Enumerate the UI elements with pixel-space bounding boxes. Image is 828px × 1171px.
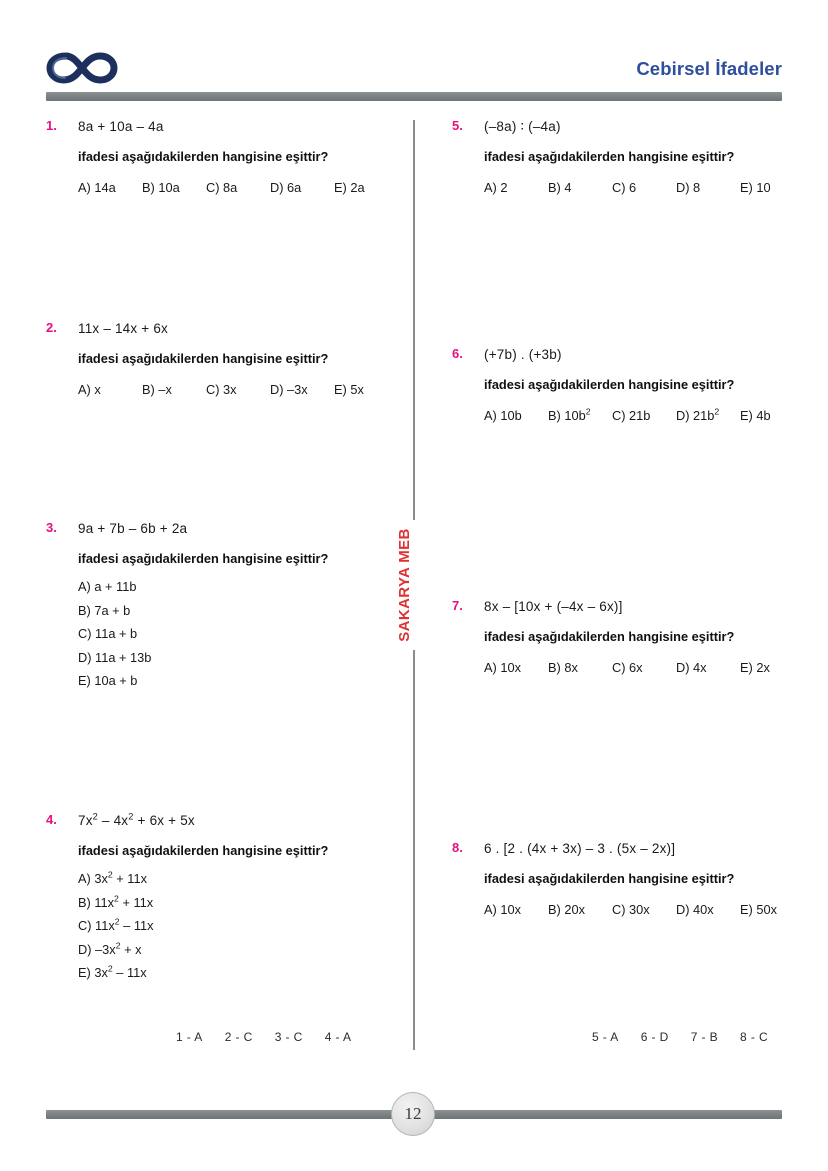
question-number: 4. xyxy=(46,812,57,827)
answer-option[interactable]: D) –3x xyxy=(270,382,308,397)
question-block xyxy=(46,520,396,693)
sakarya-meb-watermark: SAKARYA MEB xyxy=(392,520,418,650)
answer-option[interactable]: E) 4b xyxy=(740,408,771,423)
answer-option[interactable]: C) 6 xyxy=(612,180,637,195)
answer-option[interactable]: B) 4 xyxy=(548,180,572,195)
answer-option[interactable]: B) 7a + b xyxy=(78,602,131,618)
question-block xyxy=(46,812,396,985)
question-expression: (–8a) ∶ (–4a) xyxy=(484,119,561,134)
question-number: 7. xyxy=(452,598,463,613)
answer-option[interactable]: C) $11x^2 - 11x$ xyxy=(78,916,154,933)
answer-option[interactable]: E) $3x^2 - 11x$ xyxy=(78,963,147,980)
question-body xyxy=(78,320,396,399)
question-expression: (+7b) . (+3b) xyxy=(484,347,562,362)
question-body xyxy=(78,520,396,693)
question-expression: 8a + 10a – 4a xyxy=(78,119,164,134)
question-expression: $7x^2 - 4x^2 + 6x + 5x$ xyxy=(78,811,195,828)
page-header xyxy=(46,44,782,96)
answer-key-entry: 4 - A xyxy=(324,1030,352,1044)
answer-option[interactable]: B) 20x xyxy=(548,902,585,917)
option-list xyxy=(484,179,804,197)
answer-key-entry: 1 - A xyxy=(176,1030,203,1044)
answer-option[interactable]: B) $10b^2$ xyxy=(548,406,591,423)
header-divider-bar xyxy=(46,92,782,101)
question-prompt: ifadesi aşağıdakilerden hangisine eşittir? xyxy=(78,351,329,366)
question-number: 5. xyxy=(452,118,463,133)
question-prompt: ifadesi aşağıdakilerden hangisine eşittir? xyxy=(484,871,735,886)
answer-option[interactable]: D) 8 xyxy=(676,180,701,195)
answer-option[interactable]: C) 8a xyxy=(206,180,238,195)
question-prompt: ifadesi aşağıdakilerden hangisine eşittir? xyxy=(78,149,329,164)
answer-option[interactable]: D) 11a + 13b xyxy=(78,649,152,665)
answer-option[interactable]: E) 2x xyxy=(740,660,770,675)
answer-option[interactable]: E) 10 xyxy=(740,180,771,195)
answer-option[interactable]: B) 8x xyxy=(548,660,578,675)
answer-option[interactable]: A) 10x xyxy=(484,902,521,917)
answer-option[interactable]: A) 10x xyxy=(484,660,521,675)
question-block xyxy=(452,598,802,677)
question-prompt: ifadesi aşağıdakilerden hangisine eşittir? xyxy=(78,551,329,566)
answer-option[interactable]: B) $11x^2 + 11x$ xyxy=(78,893,154,910)
question-block xyxy=(452,840,802,919)
option-list xyxy=(78,867,396,985)
answer-option[interactable]: A) $3x^2 + 11x$ xyxy=(78,869,147,886)
option-list xyxy=(484,901,804,919)
answer-key-right xyxy=(592,1030,768,1044)
question-prompt: ifadesi aşağıdakilerden hangisine eşittir? xyxy=(484,377,735,392)
answer-key-entry: 7 - B xyxy=(690,1030,719,1044)
answer-option[interactable]: A) 14a xyxy=(78,180,116,195)
answer-option[interactable]: C) 21b xyxy=(612,408,651,423)
answer-key-entry: 3 - C xyxy=(274,1030,303,1044)
question-prompt: ifadesi aşağıdakilerden hangisine eşittir? xyxy=(78,843,329,858)
answer-option[interactable]: E) 50x xyxy=(740,902,777,917)
question-number: 2. xyxy=(46,320,57,335)
question-expression: 9a + 7b – 6b + 2a xyxy=(78,521,188,536)
question-block xyxy=(46,320,396,399)
answer-option[interactable]: C) 6x xyxy=(612,660,643,675)
question-body xyxy=(484,598,802,677)
answer-option[interactable]: A) x xyxy=(78,382,101,397)
answer-option[interactable]: B) 10a xyxy=(142,180,180,195)
question-number: 1. xyxy=(46,118,57,133)
question-prompt: ifadesi aşağıdakilerden hangisine eşittir? xyxy=(484,149,735,164)
question-body xyxy=(78,812,396,985)
answer-option[interactable]: A) 10b xyxy=(484,408,522,423)
answer-option[interactable]: C) 3x xyxy=(206,382,237,397)
page-number-badge: 12 xyxy=(391,1092,435,1136)
question-expression: 11x – 14x + 6x xyxy=(78,321,168,336)
page-title: Cebirsel İfadeler xyxy=(636,58,782,79)
answer-option[interactable]: C) 30x xyxy=(612,902,650,917)
question-block xyxy=(452,346,802,425)
question-expression: 6 . [2 . (4x + 3x) – 3 . (5x – 2x)] xyxy=(484,841,676,856)
question-body xyxy=(484,118,802,197)
answer-option[interactable]: A) 2 xyxy=(484,180,508,195)
option-list xyxy=(78,179,398,197)
question-body xyxy=(484,346,802,425)
answer-key-entry: 5 - A xyxy=(592,1030,619,1044)
answer-key-entry: 2 - C xyxy=(224,1030,253,1044)
answer-option[interactable]: D) $21b^2$ xyxy=(676,406,720,423)
option-list xyxy=(78,575,396,693)
infinity-logo-icon xyxy=(46,46,118,90)
answer-key-left xyxy=(176,1030,351,1044)
answer-option[interactable]: A) a + 11b xyxy=(78,579,137,594)
answer-key-entry: 8 - C xyxy=(740,1030,769,1044)
answer-option[interactable]: E) 2a xyxy=(334,180,365,195)
question-expression: 8x – [10x + (–4x – 6x)] xyxy=(484,599,623,614)
answer-option[interactable]: D) 40x xyxy=(676,902,714,917)
option-list xyxy=(484,407,804,425)
question-block xyxy=(452,118,802,197)
answer-option[interactable]: D) $-3x^2 + x$ xyxy=(78,940,142,957)
question-body xyxy=(78,118,396,197)
answer-option[interactable]: C) 11a + b xyxy=(78,626,138,641)
question-number: 8. xyxy=(452,840,463,855)
question-body xyxy=(484,840,802,919)
answer-option[interactable]: E) 10a + b xyxy=(78,673,138,688)
answer-option[interactable]: E) 5x xyxy=(334,382,364,397)
answer-option[interactable]: D) 6a xyxy=(270,180,302,195)
question-number: 3. xyxy=(46,520,57,535)
option-list xyxy=(484,659,804,677)
question-block xyxy=(46,118,396,197)
answer-option[interactable]: B) –x xyxy=(142,382,172,397)
option-list xyxy=(78,381,398,399)
answer-key-entry: 6 - D xyxy=(640,1030,669,1044)
question-prompt: ifadesi aşağıdakilerden hangisine eşittir? xyxy=(484,629,735,644)
answer-option[interactable]: D) 4x xyxy=(676,660,707,675)
question-number: 6. xyxy=(452,346,463,361)
